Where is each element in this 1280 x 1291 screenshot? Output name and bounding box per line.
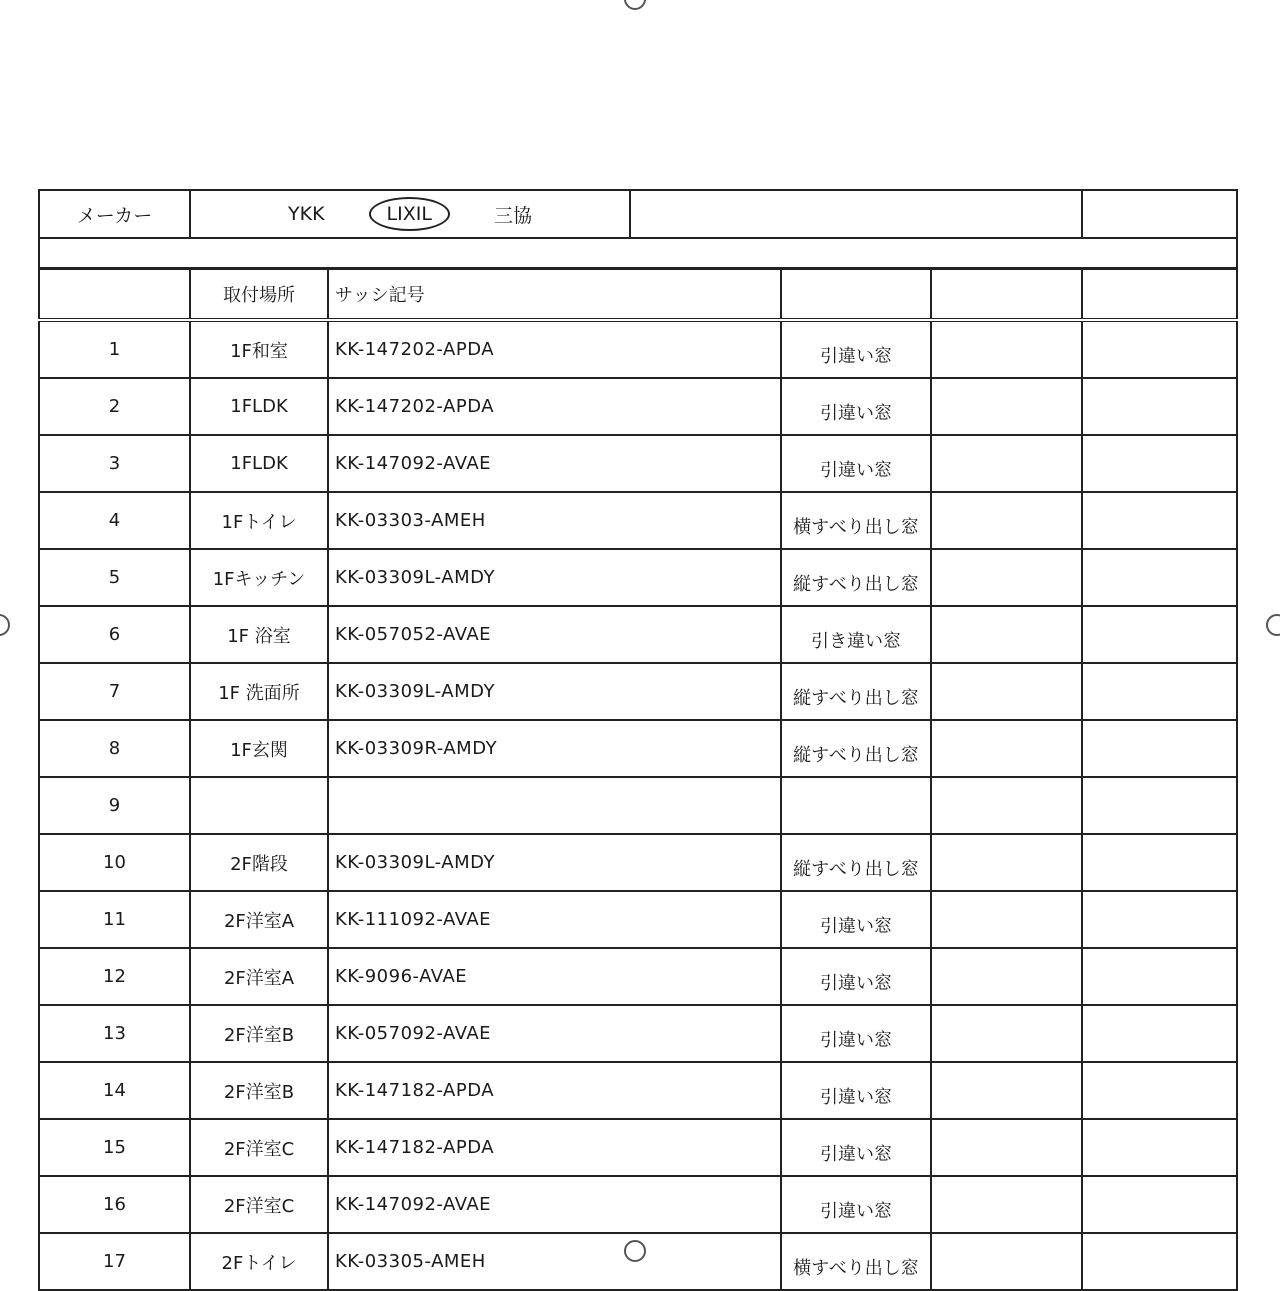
- row-sash-code: KK-03309R-AMDY: [328, 720, 781, 777]
- row-number: 5: [39, 549, 190, 606]
- spacer-row: [39, 238, 1237, 268]
- table-row: [39, 720, 1237, 777]
- row-extra-1: [931, 720, 1082, 777]
- row-number: 16: [39, 1176, 190, 1233]
- maker-options-cell: [190, 190, 630, 238]
- row-extra-2: [1082, 720, 1237, 777]
- row-extra-2: [1082, 1233, 1237, 1290]
- row-extra-2: [1082, 320, 1237, 378]
- row-number: 3: [39, 435, 190, 492]
- row-extra-1: [931, 606, 1082, 663]
- row-number: 7: [39, 663, 190, 720]
- row-extra-1: [931, 1062, 1082, 1119]
- table-row: [39, 549, 1237, 606]
- row-number: 9: [39, 777, 190, 834]
- row-sash-code: KK-03305-AMEH: [328, 1233, 781, 1290]
- row-window-type: 引違い窓: [781, 1005, 931, 1062]
- row-extra-1: [931, 1005, 1082, 1062]
- row-location: 2F洋室A: [190, 948, 328, 1005]
- row-sash-code: KK-03309L-AMDY: [328, 549, 781, 606]
- row-sash-code: KK-147202-APDA: [328, 320, 781, 378]
- row-extra-1: [931, 492, 1082, 549]
- row-sash-code: KK-147182-APDA: [328, 1062, 781, 1119]
- row-extra-1: [931, 948, 1082, 1005]
- row-sash-code: KK-147182-APDA: [328, 1119, 781, 1176]
- table-row: [39, 777, 1237, 834]
- row-extra-2: [1082, 378, 1237, 435]
- header-type: [781, 269, 931, 320]
- header-extra-2: [1082, 269, 1237, 320]
- row-number: 10: [39, 834, 190, 891]
- row-location: 1F玄関: [190, 720, 328, 777]
- table-row: [39, 663, 1237, 720]
- row-extra-1: [931, 834, 1082, 891]
- row-extra-1: [931, 1233, 1082, 1290]
- resize-handle-left[interactable]: [0, 614, 10, 636]
- row-location: 1F 浴室: [190, 606, 328, 663]
- sash-table: [38, 268, 1238, 1291]
- row-window-type: 縦すべり出し窓: [781, 720, 931, 777]
- table-row: [39, 948, 1237, 1005]
- row-sash-code: KK-057052-AVAE: [328, 606, 781, 663]
- row-extra-2: [1082, 1176, 1237, 1233]
- row-extra-1: [931, 1176, 1082, 1233]
- row-location: 2Fトイレ: [190, 1233, 328, 1290]
- row-location: 2F洋室B: [190, 1062, 328, 1119]
- row-sash-code: KK-147092-AVAE: [328, 435, 781, 492]
- row-extra-2: [1082, 1062, 1237, 1119]
- row-extra-1: [931, 320, 1082, 378]
- row-window-type: 引違い窓: [781, 1062, 931, 1119]
- row-sash-code: KK-111092-AVAE: [328, 891, 781, 948]
- row-extra-1: [931, 435, 1082, 492]
- row-number: 1: [39, 320, 190, 378]
- row-extra-1: [931, 549, 1082, 606]
- row-extra-2: [1082, 777, 1237, 834]
- maker-label: メーカー: [39, 190, 190, 238]
- table-row: [39, 1119, 1237, 1176]
- row-window-type: 引違い窓: [781, 948, 931, 1005]
- row-location: 2F洋室B: [190, 1005, 328, 1062]
- row-number: 11: [39, 891, 190, 948]
- row-extra-2: [1082, 834, 1237, 891]
- row-number: 2: [39, 378, 190, 435]
- row-location: 2F階段: [190, 834, 328, 891]
- row-extra-1: [931, 777, 1082, 834]
- row-sash-code: KK-9096-AVAE: [328, 948, 781, 1005]
- row-window-type: 縦すべり出し窓: [781, 663, 931, 720]
- table-row: [39, 320, 1237, 378]
- maker-row: [39, 190, 1237, 238]
- header-location: 取付場所: [190, 269, 328, 320]
- row-window-type: [781, 777, 931, 834]
- row-extra-2: [1082, 1005, 1237, 1062]
- row-extra-2: [1082, 549, 1237, 606]
- row-window-type: 縦すべり出し窓: [781, 549, 931, 606]
- row-extra-1: [931, 891, 1082, 948]
- row-location: 1Fトイレ: [190, 492, 328, 549]
- row-window-type: 横すべり出し窓: [781, 1233, 931, 1290]
- resize-handle-top[interactable]: [624, 0, 646, 10]
- row-location: 2F洋室C: [190, 1119, 328, 1176]
- row-window-type: 引違い窓: [781, 891, 931, 948]
- maker-option-ykk: YKK: [288, 203, 325, 225]
- table-row: [39, 435, 1237, 492]
- maker-option-sankyo: 三協: [493, 204, 532, 227]
- row-extra-2: [1082, 663, 1237, 720]
- sash-list-sheet: [38, 189, 1236, 1279]
- row-location: 1FLDK: [190, 435, 328, 492]
- row-number: 4: [39, 492, 190, 549]
- row-extra-2: [1082, 1119, 1237, 1176]
- maker-option-lixil-selected: LIXIL: [369, 197, 450, 231]
- row-window-type: 縦すべり出し窓: [781, 834, 931, 891]
- row-location: [190, 777, 328, 834]
- spacer-cell: [39, 238, 1237, 268]
- row-window-type: 引違い窓: [781, 435, 931, 492]
- row-extra-1: [931, 1119, 1082, 1176]
- row-extra-1: [931, 378, 1082, 435]
- row-number: 15: [39, 1119, 190, 1176]
- row-number: 13: [39, 1005, 190, 1062]
- row-sash-code: KK-03309L-AMDY: [328, 663, 781, 720]
- maker-header-table: [38, 189, 1238, 269]
- row-window-type: 引違い窓: [781, 378, 931, 435]
- row-extra-2: [1082, 606, 1237, 663]
- table-row: [39, 891, 1237, 948]
- header-extra-1: [931, 269, 1082, 320]
- table-row: [39, 1005, 1237, 1062]
- table-row: [39, 1176, 1237, 1233]
- row-window-type: 引違い窓: [781, 1119, 931, 1176]
- row-window-type: 引違い窓: [781, 1176, 931, 1233]
- row-sash-code: KK-03309L-AMDY: [328, 834, 781, 891]
- table-row: [39, 834, 1237, 891]
- row-number: 12: [39, 948, 190, 1005]
- row-window-type: 横すべり出し窓: [781, 492, 931, 549]
- row-extra-1: [931, 663, 1082, 720]
- table-row: [39, 1062, 1237, 1119]
- sash-table-header: [39, 269, 1237, 320]
- table-row: [39, 606, 1237, 663]
- row-number: 14: [39, 1062, 190, 1119]
- row-location: 1F 洗面所: [190, 663, 328, 720]
- row-extra-2: [1082, 891, 1237, 948]
- table-row: [39, 492, 1237, 549]
- row-window-type: 引違い窓: [781, 320, 931, 378]
- row-sash-code: [328, 777, 781, 834]
- maker-blank-cell-2: [1082, 190, 1237, 238]
- row-number: 6: [39, 606, 190, 663]
- table-row: [39, 378, 1237, 435]
- row-sash-code: KK-147202-APDA: [328, 378, 781, 435]
- row-extra-2: [1082, 492, 1237, 549]
- row-location: 1Fキッチン: [190, 549, 328, 606]
- header-sash-code: サッシ記号: [328, 269, 781, 320]
- row-sash-code: KK-147092-AVAE: [328, 1176, 781, 1233]
- header-no: [39, 269, 190, 320]
- table-row: [39, 1233, 1237, 1290]
- maker-blank-cell: [630, 190, 1082, 238]
- row-location: 2F洋室A: [190, 891, 328, 948]
- resize-handle-right[interactable]: [1266, 614, 1280, 636]
- row-extra-2: [1082, 948, 1237, 1005]
- row-sash-code: KK-057092-AVAE: [328, 1005, 781, 1062]
- row-extra-2: [1082, 435, 1237, 492]
- row-window-type: 引き違い窓: [781, 606, 931, 663]
- row-location: 1F和室: [190, 320, 328, 378]
- row-location: 2F洋室C: [190, 1176, 328, 1233]
- row-number: 17: [39, 1233, 190, 1290]
- row-location: 1FLDK: [190, 378, 328, 435]
- row-sash-code: KK-03303-AMEH: [328, 492, 781, 549]
- row-number: 8: [39, 720, 190, 777]
